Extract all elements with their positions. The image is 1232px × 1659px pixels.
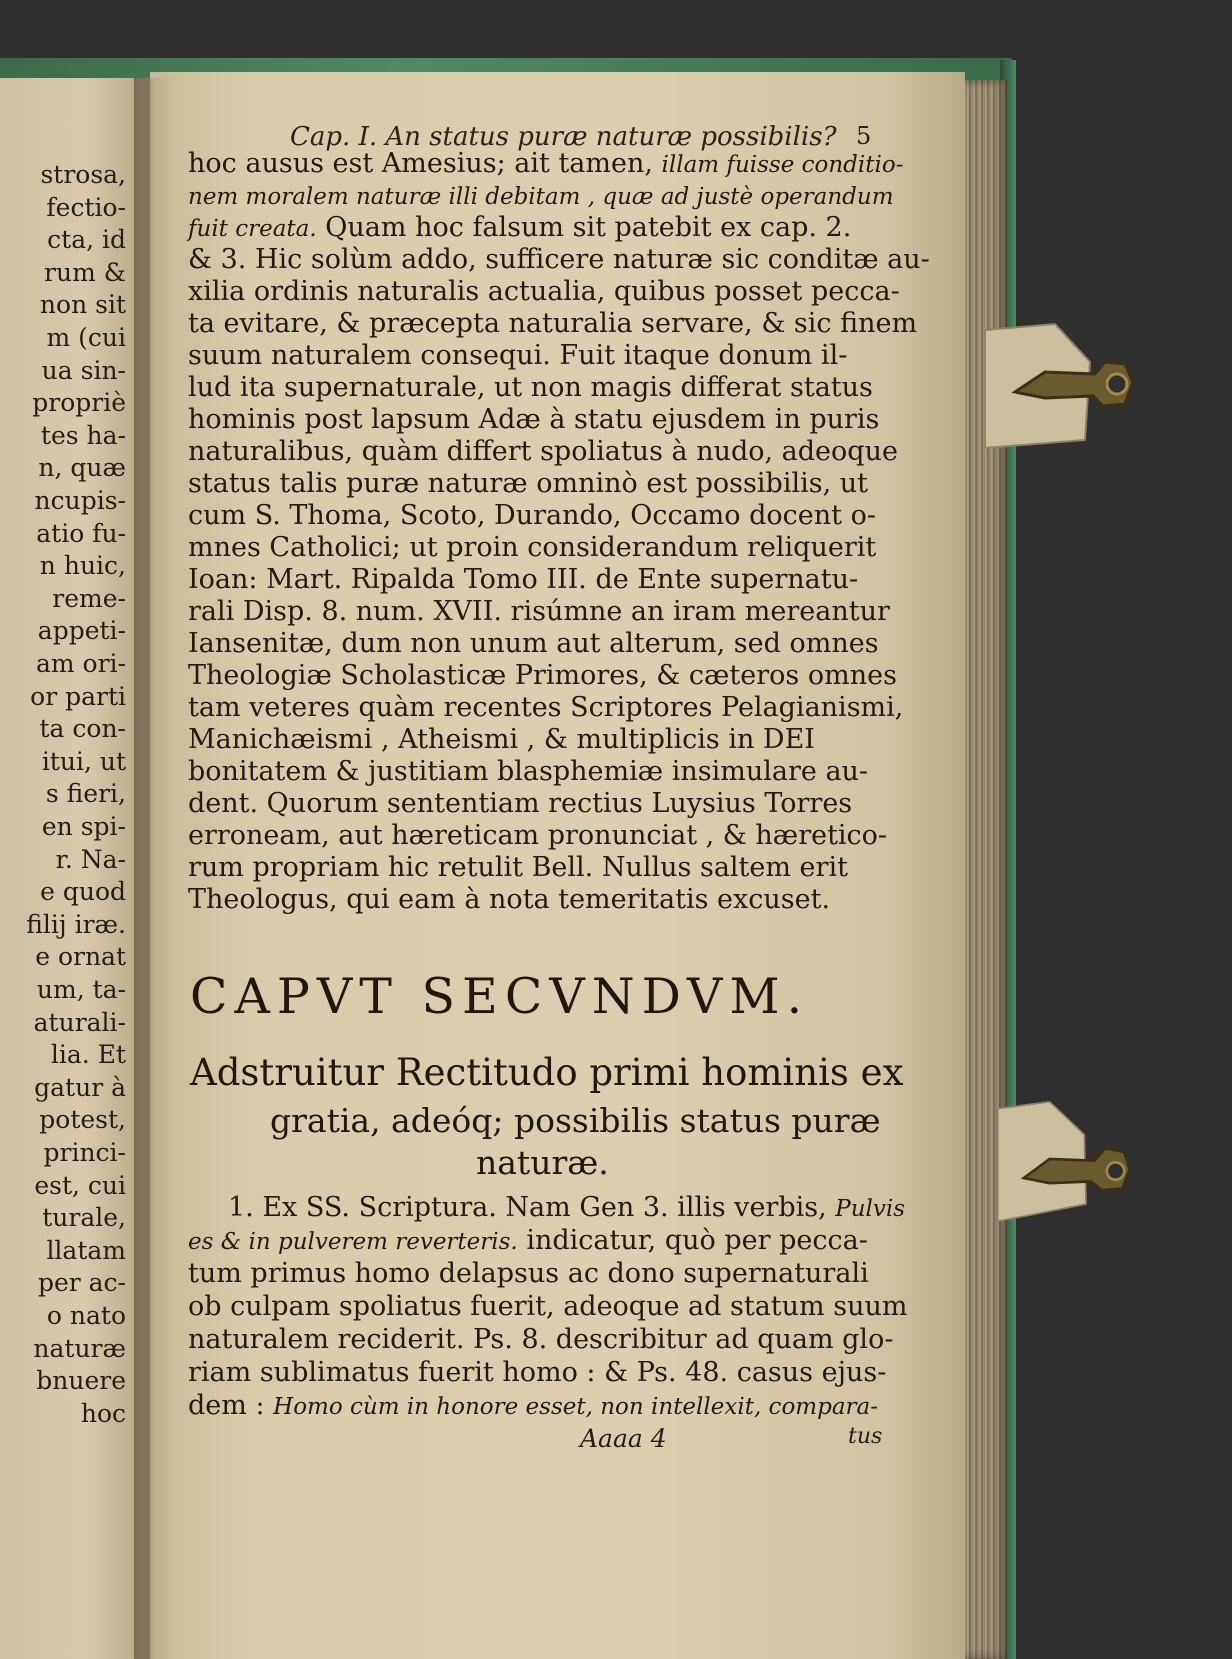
roman-text: mnes Catholici; ut proin considerandum reliquerit [188, 532, 877, 563]
left-page-fragment: aturali- [33, 1007, 126, 1037]
text-line [188, 594, 888, 630]
left-page-fragment: appeti- [37, 616, 126, 646]
text-line [188, 370, 888, 406]
italic-text: Pulvis [835, 1196, 906, 1222]
roman-text: naturalibus, quàm differt spoliatus à nudo, adeoque [188, 436, 898, 467]
text-line [188, 850, 888, 886]
text-line [188, 306, 918, 342]
text-line [188, 882, 888, 918]
text-line [188, 722, 888, 758]
italic-text: es & in pulverem reverteris. [188, 1229, 518, 1255]
catchword: tus [848, 1424, 883, 1449]
left-page-fragment: naturæ [33, 1333, 126, 1363]
left-page-fragment: fectio- [46, 192, 126, 222]
roman-text: indicatur, quò per pecca- [517, 1225, 868, 1256]
chapter-heading-line: Adstruitur Rectitudo primi hominis ex [190, 1051, 904, 1094]
chapter-title: CAPVT SECVNDVM. [190, 968, 810, 1025]
text-line [228, 1190, 928, 1226]
left-page-fragment: en spi- [41, 812, 126, 841]
roman-text: xilia ordinis naturalis actualia, quibus posset pecca- [188, 276, 900, 307]
left-page-fragment: r. Na- [55, 844, 126, 874]
chapter-heading-line: naturæ. [476, 1143, 609, 1182]
text-line [188, 274, 900, 310]
chapter-heading-line: gratia, adeóq; possibilis status puræ [270, 1101, 881, 1140]
running-head-title: Cap. I. An status puræ naturæ possibilis? [290, 122, 837, 152]
left-page-fragment: bnuere [36, 1366, 126, 1396]
text-line [188, 1322, 894, 1358]
roman-text: riam sublimatus fuerit homo : & Ps. 48. casus ejus- [188, 1357, 887, 1388]
roman-text: & 3. Hic solùm addo, sufficere naturæ sic conditæ au- [188, 244, 930, 275]
left-page-fragment: n huic, [39, 551, 126, 581]
gutter-shadow [134, 78, 174, 1659]
left-page-fragment: cta, id [47, 225, 126, 255]
roman-text: ta evitare, & præcepta naturalia servare, & sic finem [188, 308, 918, 339]
left-page-fragment: or parti [30, 681, 126, 711]
text-line [188, 530, 888, 566]
text-line [188, 242, 930, 278]
left-page-fragment: e ornat [35, 942, 126, 972]
roman-text: erroneam, aut hæreticam pronunciat , & hæretico- [188, 820, 888, 851]
roman-text: Quam hoc falsum sit patebit ex cap. 2. [316, 212, 852, 243]
roman-text: lud ita supernaturale, ut non magis differat status [188, 372, 873, 403]
italic-text: nem moralem naturæ illi debitam , quæ ad justè operandum [188, 184, 894, 210]
left-page-fragment: turale, [42, 1203, 126, 1233]
left-page-fragment: s fieri, [45, 779, 126, 809]
lower-clasp [985, 1100, 1175, 1230]
left-page-fragment: am ori- [35, 649, 126, 678]
italic-text: Homo cùm in honore esset, non intellexit, compara- [273, 1394, 879, 1420]
page-number: 5 [856, 122, 872, 150]
left-page-fragment: potest, [39, 1105, 126, 1135]
text-line [188, 754, 888, 790]
roman-text: 1. Ex SS. Scriptura. Nam Gen 3. illis verbis, [228, 1192, 836, 1223]
left-page-fragment: propriè [32, 388, 126, 418]
roman-text: rali Disp. 8. num. XVII. risúmne an iram mereantur [188, 596, 890, 627]
italic-text: illam fuisse conditio- [661, 152, 904, 178]
left-page-fragment: non sit [39, 290, 126, 320]
left-page-fragment: tes ha- [40, 420, 126, 450]
text-line [188, 466, 888, 502]
roman-text: tum primus homo delapsus ac dono supernaturali [188, 1258, 869, 1289]
text-line [188, 178, 894, 214]
text-line [188, 402, 888, 438]
roman-text: ob culpam spoliatus fuerit, adeoque ad statum suum [188, 1291, 908, 1322]
text-line [188, 690, 904, 726]
text-line [188, 1223, 888, 1259]
left-page-fragment: filij iræ. [26, 909, 126, 939]
roman-text: suum naturalem consequi. Fuit itaque donum il- [188, 340, 848, 371]
left-page-fragment: ua sin- [41, 355, 126, 385]
text-line [188, 786, 888, 822]
text-line [188, 498, 888, 534]
left-page-fragment: per ac- [37, 1268, 126, 1298]
left-page-fragment: reme- [52, 583, 126, 613]
roman-text: Ioan: Mart. Ripalda Tomo III. de Ente supernatu- [188, 564, 859, 595]
roman-text: rum propriam hic retulit Bell. Nullus saltem erit [188, 852, 848, 883]
signature-mark: Aaaa 4 [580, 1424, 667, 1453]
text-line [188, 818, 888, 854]
left-page-fragment: hoc [80, 1398, 126, 1428]
left-page-fragment: strosa, [40, 160, 126, 189]
left-page-fragment: princi- [43, 1138, 126, 1167]
roman-text: Iansenitæ, dum non unum aut alterum, sed omnes [188, 628, 879, 659]
left-page-fragment: ncupis- [34, 486, 126, 515]
text-line [188, 434, 898, 470]
text-line [188, 146, 904, 182]
text-line [188, 626, 888, 662]
roman-text: dent. Quorum sententiam rectius Luysius Torres [188, 788, 853, 819]
left-page-fragment: m (cui [46, 323, 126, 352]
text-line [188, 338, 888, 374]
roman-text: naturalem reciderit. Ps. 8. describitur ad quam glo- [188, 1324, 894, 1355]
upper-clasp [985, 322, 1175, 452]
page-block-edge [960, 80, 1008, 1659]
text-line [188, 1388, 888, 1424]
roman-text: bonitatem & justitiam blasphemiæ insimulare au- [188, 756, 869, 787]
text-line [188, 1256, 888, 1292]
left-page-fragment: gatur à [34, 1072, 126, 1102]
left-page-fragment: llatam [46, 1235, 126, 1265]
left-page-fragment: lia. Et [50, 1040, 126, 1070]
roman-text: tam veteres quàm recentes Scriptores Pelagianismi, [188, 692, 904, 723]
roman-text: hominis post lapsum Adæ à statu ejusdem in puris [188, 404, 880, 435]
text-line [188, 562, 888, 598]
left-page-fragment: itui, ut [41, 746, 126, 776]
left-page-fragment: est, cui [34, 1170, 126, 1200]
roman-text: Theologiæ Scholasticæ Primores, & cæteros omnes [188, 660, 897, 691]
left-page [0, 78, 150, 1659]
text-line [188, 658, 897, 694]
text-line [188, 1355, 888, 1391]
left-page-fragment: ta con- [39, 714, 126, 744]
roman-text: Theologus, qui eam à nota temeritatis excuset. [188, 884, 831, 915]
left-page-fragment: e quod [40, 877, 126, 907]
roman-text: cum S. Thoma, Scoto, Durando, Occamo docent o- [188, 500, 876, 531]
roman-text: Manichæismi , Atheismi , & multiplicis in DEI [188, 724, 815, 755]
roman-text: dem : [188, 1390, 274, 1421]
text-line [188, 210, 888, 246]
left-page-fragment: n, quæ [38, 453, 126, 483]
roman-text: hoc ausus est Amesius; ait tamen, [188, 148, 662, 179]
italic-text: fuit creata. [188, 216, 317, 242]
roman-text: status talis puræ naturæ omninò est possibilis, ut [188, 468, 868, 499]
left-page-fragment: rum & [44, 257, 126, 287]
text-line [188, 1289, 908, 1325]
left-page-fragment: o nato [46, 1301, 126, 1330]
left-page-fragment: atio fu- [36, 518, 126, 548]
left-page-fragment: um, ta- [36, 975, 126, 1004]
